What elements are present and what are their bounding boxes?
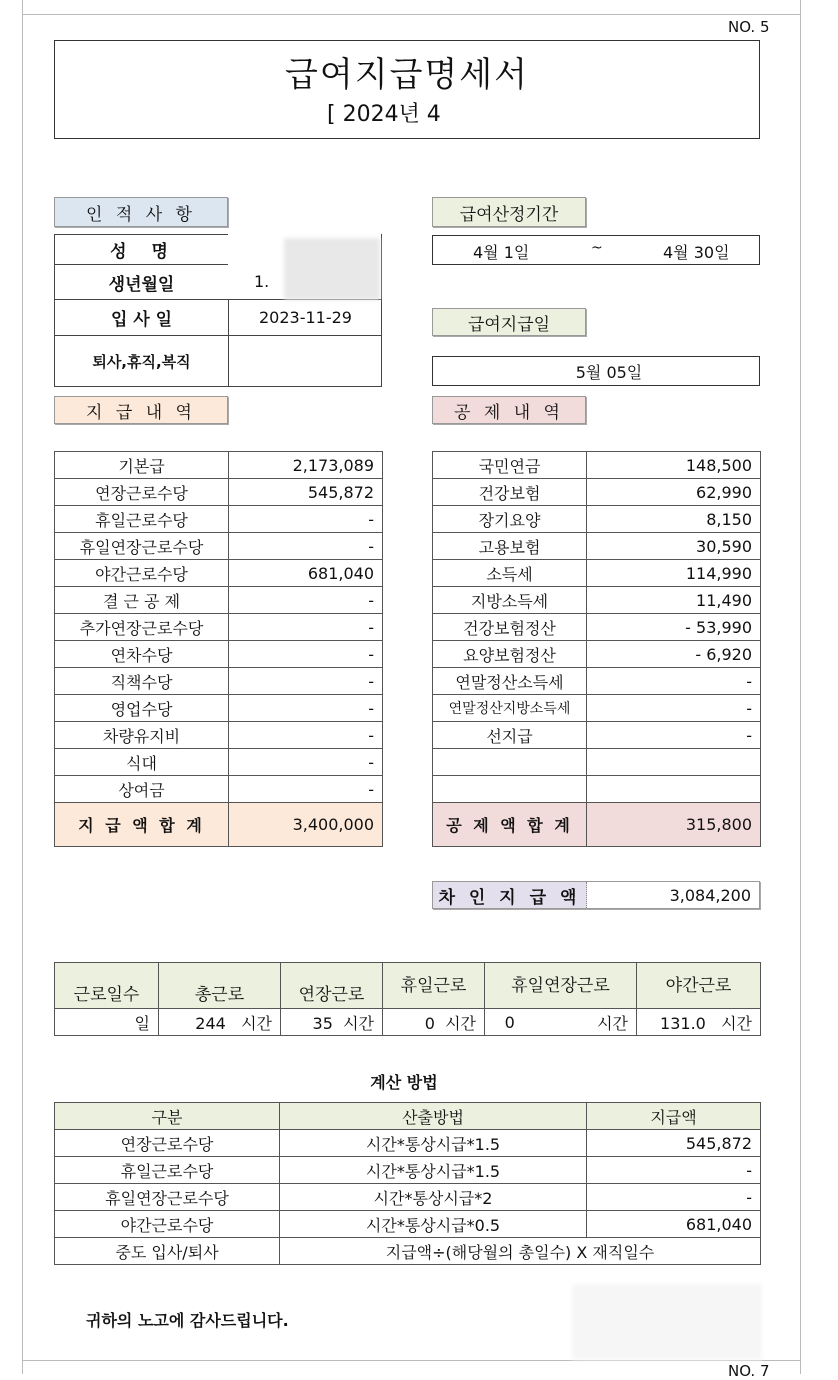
table-row: [433, 641, 761, 668]
calc-table: [54, 1102, 761, 1265]
period-tilde: ~: [591, 240, 603, 256]
payment-value: -: [229, 641, 383, 668]
table-row: [55, 749, 383, 776]
calc-header: 지급액: [587, 1103, 761, 1130]
calc-title: 계산 방법: [370, 1073, 438, 1092]
deduction-label: 지방소득세: [433, 587, 587, 614]
payment-value: -: [229, 614, 383, 641]
work-night-value: 131.0 시간: [637, 1009, 761, 1036]
birth-value: 1.: [254, 272, 270, 291]
personal-info-box: [54, 234, 382, 387]
deduction-value: 114,990: [587, 560, 761, 587]
birth-label: 생년월일: [54, 264, 228, 299]
table-row: [55, 963, 761, 1009]
calc-method: 시간*통상시급*1.5: [280, 1157, 587, 1184]
table-row: [55, 695, 383, 722]
deduction-label: 연말정산지방소득세: [433, 695, 587, 722]
table-row: [433, 695, 761, 722]
payment-label: 식대: [55, 749, 229, 776]
table-row: [433, 452, 761, 479]
table-row: [433, 749, 761, 776]
table-row: [55, 452, 383, 479]
payment-value: -: [229, 722, 383, 749]
name-label: 성 명: [110, 241, 172, 262]
work-days-value: 일: [55, 1009, 159, 1036]
deduction-value: 11,490: [587, 587, 761, 614]
calc-amount: 545,872: [587, 1130, 761, 1157]
calc-method: 시간*통상시급*0.5: [280, 1211, 587, 1238]
page-number-top: NO. 5: [728, 18, 770, 36]
calc-item: 휴일연장근로수당: [55, 1184, 280, 1211]
table-row: [55, 1009, 761, 1036]
work-header: 근로일수: [55, 963, 159, 1009]
payments-total-value: 3,400,000: [229, 803, 383, 847]
work-hours-table: [54, 962, 761, 1036]
table-row: [433, 776, 761, 803]
payment-value: -: [229, 776, 383, 803]
table-row: [55, 1157, 761, 1184]
page-number-bottom: NO. 7: [728, 1362, 770, 1380]
deduction-value: 62,990: [587, 479, 761, 506]
work-holiday-value: 0 시간: [383, 1009, 485, 1036]
redaction-blur: [284, 238, 380, 300]
calc-item: 연장근로수당: [55, 1130, 280, 1157]
table-row: [433, 479, 761, 506]
table-row: [55, 1130, 761, 1157]
deduction-label: 요양보험정산: [433, 641, 587, 668]
calc-item: 야간근로수당: [55, 1211, 280, 1238]
table-row: [55, 668, 383, 695]
hire-label: 입 사 일: [54, 299, 228, 335]
net-pay-value: 3,084,200: [669, 885, 751, 905]
payments-total-label: 지 급 액 합 계: [55, 803, 229, 847]
payment-label: 상여금: [55, 776, 229, 803]
work-total-value: 244 시간: [159, 1009, 281, 1036]
work-header: 야간근로: [637, 963, 761, 1009]
table-row: [55, 479, 383, 506]
deduction-label: 건강보험: [433, 479, 587, 506]
deduction-label: 건강보험정산: [433, 614, 587, 641]
deduction-value: -: [587, 668, 761, 695]
work-header: 휴일근로: [383, 963, 485, 1009]
deduction-label: [433, 749, 587, 776]
table-row: [55, 560, 383, 587]
deduction-value: - 6,920: [587, 641, 761, 668]
redaction-blur: [572, 1284, 762, 1360]
hire-value: 2023-11-29: [228, 299, 382, 335]
page-border-left: [22, 0, 23, 1374]
period-box: [432, 235, 760, 265]
page-border-right: [800, 0, 801, 1374]
calc-header: 산출방법: [280, 1103, 587, 1130]
payment-value: -: [229, 749, 383, 776]
payment-label: 영업수당: [55, 695, 229, 722]
period-start: 4월 1일: [473, 243, 530, 262]
deduction-label: 고용보험: [433, 533, 587, 560]
payment-value: 545,872: [229, 479, 383, 506]
deduction-value: 30,590: [587, 533, 761, 560]
deduction-value: 8,150: [587, 506, 761, 533]
title-box: [54, 40, 760, 139]
payments-table: [54, 451, 383, 847]
payments-header: 지 급 내 역: [54, 396, 228, 424]
table-row: [55, 1211, 761, 1238]
table-row: [55, 803, 383, 847]
deduction-label: 연말정산소득세: [433, 668, 587, 695]
payment-label: 결 근 공 제: [55, 587, 229, 614]
work-holiday-overtime-unit: 시간: [535, 1009, 637, 1036]
deduction-value: [587, 776, 761, 803]
payment-label: 휴일연장근로수당: [55, 533, 229, 560]
payment-value: -: [229, 587, 383, 614]
period-end: 4월 30일: [663, 243, 730, 262]
calc-method: 지급액÷(해당월의 총일수) X 재직일수: [280, 1238, 761, 1265]
calc-item: 중도 입사/퇴사: [55, 1238, 280, 1265]
calc-item: 휴일근로수당: [55, 1157, 280, 1184]
calc-amount: 681,040: [587, 1211, 761, 1238]
calc-method: 시간*통상시급*2: [280, 1184, 587, 1211]
calc-amount: -: [587, 1184, 761, 1211]
payment-label: 휴일근로수당: [55, 506, 229, 533]
table-row: [433, 506, 761, 533]
period-header: 급여산정기간: [432, 197, 586, 227]
deduction-value: [587, 749, 761, 776]
deductions-table: [432, 451, 761, 847]
work-overtime-value: 35 시간: [281, 1009, 383, 1036]
payment-label: 직책수당: [55, 668, 229, 695]
work-header: 연장근로: [281, 963, 383, 1009]
payment-value: 681,040: [229, 560, 383, 587]
leave-label: 퇴사,휴직,복직: [54, 335, 228, 387]
payment-label: 기본급: [55, 452, 229, 479]
deductions-header: 공 제 내 역: [432, 396, 586, 424]
payment-label: 연장근로수당: [55, 479, 229, 506]
table-row: [433, 803, 761, 847]
deduction-label: 국민연금: [433, 452, 587, 479]
table-row: [433, 560, 761, 587]
table-row: [55, 533, 383, 560]
table-row: [55, 587, 383, 614]
work-header: 휴일연장근로: [485, 963, 637, 1009]
deduction-label: 소득세: [433, 560, 587, 587]
document-subtitle: [ 2024년 4: [327, 102, 441, 127]
table-row: [433, 587, 761, 614]
page-border-bottom: [22, 1360, 800, 1361]
table-row: [55, 722, 383, 749]
thanks-message: 귀하의 노고에 감사드립니다.: [86, 1311, 289, 1330]
table-row: [55, 1103, 761, 1130]
deductions-total-label: 공 제 액 합 계: [433, 803, 587, 847]
work-holiday-overtime-value: 0: [485, 1009, 535, 1036]
table-row: [433, 722, 761, 749]
net-pay-label: 차 인 지 급 액: [433, 882, 587, 908]
deduction-label: 선지급: [433, 722, 587, 749]
personal-header: 인 적 사 항: [54, 197, 228, 227]
payment-label: 연차수당: [55, 641, 229, 668]
calc-amount: -: [587, 1157, 761, 1184]
work-header: 총근로: [159, 963, 281, 1009]
payment-label: 야간근로수당: [55, 560, 229, 587]
table-row: [433, 614, 761, 641]
page-border-top: [22, 14, 800, 15]
table-row: [55, 506, 383, 533]
payment-label: 추가연장근로수당: [55, 614, 229, 641]
table-row: [55, 1184, 761, 1211]
deduction-value: -: [587, 695, 761, 722]
payment-value: -: [229, 668, 383, 695]
deductions-total-value: 315,800: [587, 803, 761, 847]
leave-value: [228, 335, 382, 387]
document-title: 급여지급명세서: [285, 55, 529, 95]
payment-value: -: [229, 533, 383, 560]
deduction-label: 장기요양: [433, 506, 587, 533]
table-row: [55, 614, 383, 641]
calc-method: 시간*통상시급*1.5: [280, 1130, 587, 1157]
table-row: [433, 668, 761, 695]
payment-value: -: [229, 695, 383, 722]
table-row: [55, 776, 383, 803]
deduction-value: 148,500: [587, 452, 761, 479]
payment-value: 2,173,089: [229, 452, 383, 479]
payday-header: 급여지급일: [432, 308, 586, 336]
payment-label: 차량유지비: [55, 722, 229, 749]
calc-header: 구분: [55, 1103, 280, 1130]
table-row: [55, 641, 383, 668]
deduction-value: - 53,990: [587, 614, 761, 641]
table-row: [433, 533, 761, 560]
net-pay-box: [432, 881, 760, 909]
deduction-label: [433, 776, 587, 803]
payday-value: 5월 05일: [432, 356, 760, 386]
deduction-value: -: [587, 722, 761, 749]
table-row: [55, 1238, 761, 1265]
payment-value: -: [229, 506, 383, 533]
